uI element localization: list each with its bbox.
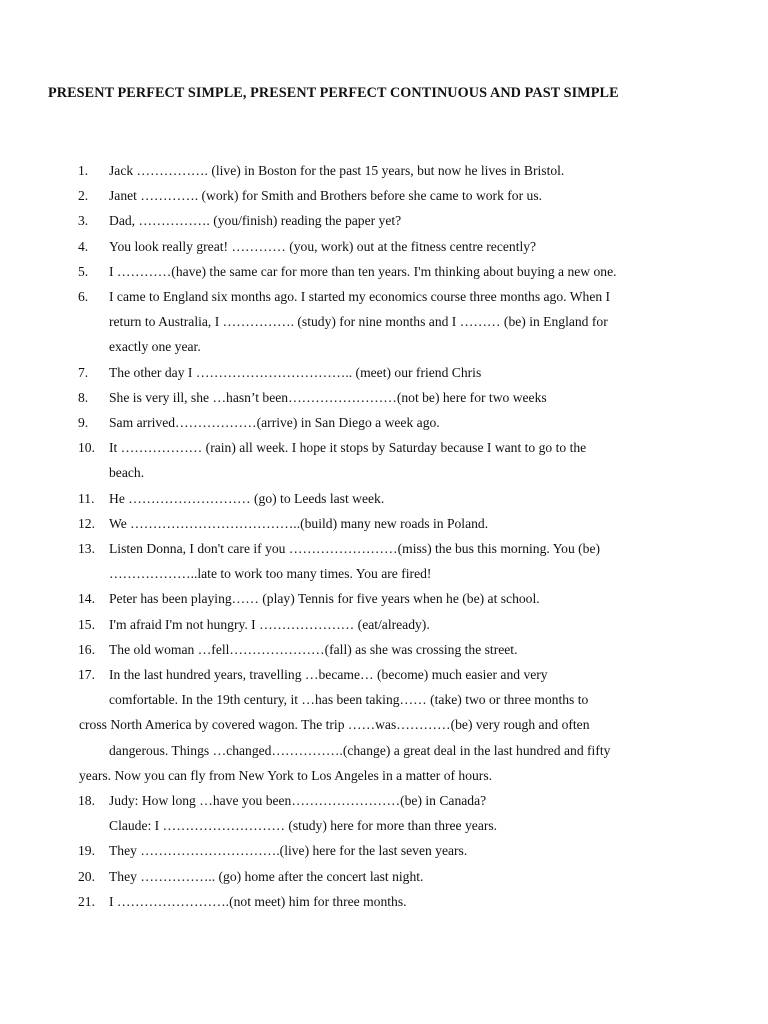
exercise-item xyxy=(0,435,768,485)
exercise-text-line: In the last hundred years, travelling …became… (become) much easier and very xyxy=(109,667,548,683)
exercise-number: 8. xyxy=(78,389,89,405)
exercise-text-line: He ……………………… (go) to Leeds last week. xyxy=(109,490,385,506)
exercise-number: 11. xyxy=(78,490,95,506)
exercise-number: 19. xyxy=(78,843,95,859)
exercise-text-line: ………………..late to work too many times. You are fired! xyxy=(109,566,432,582)
exercise-item xyxy=(0,612,768,637)
exercise-text-line: They ………………………….(live) here for the last seven years. xyxy=(109,843,468,859)
exercise-text-line: I'm afraid I'm not hungry. I ………………… (eat/already). xyxy=(109,616,430,632)
exercise-text-line: Peter has been playing…… (play) Tennis for five years when he (be) at school. xyxy=(109,591,540,607)
exercise-text-line: I …………(have) the same car for more than ten years. I'm thinking about buying a new one. xyxy=(109,263,617,279)
exercise-item xyxy=(0,889,768,914)
exercise-item xyxy=(0,838,768,863)
exercise-item xyxy=(0,586,768,611)
exercise-number: 5. xyxy=(78,263,89,279)
exercise-list xyxy=(0,158,768,914)
exercise-number: 1. xyxy=(78,163,89,178)
page-title: PRESENT PERFECT SIMPLE, PRESENT PERFECT CONTINUOUS AND PAST SIMPLE xyxy=(48,85,619,101)
exercise-item xyxy=(0,385,768,410)
exercise-number: 20. xyxy=(78,868,95,884)
exercise-text-line: cross North America by covered wagon. The trip ……was…………(be) very rough and often xyxy=(79,717,590,733)
exercise-item xyxy=(0,486,768,511)
exercise-number: 7. xyxy=(78,364,89,380)
exercise-text-line: exactly one year. xyxy=(109,339,201,355)
exercise-text-line: dangerous. Things …changed…………….(change) a great deal in the last hundred and fifty xyxy=(109,742,611,758)
exercise-item xyxy=(0,259,768,284)
exercise-text-line: They …………….. (go) home after the concert last night. xyxy=(109,868,424,884)
exercise-text-line: beach. xyxy=(109,465,145,481)
exercise-item xyxy=(0,360,768,385)
exercise-text-line: comfortable. In the 19th century, it …has been taking…… (take) two or three months to xyxy=(109,692,589,708)
exercise-number: 2. xyxy=(78,188,89,204)
exercise-text-line: I came to England six months ago. I started my economics course three months ago. When I xyxy=(109,289,611,305)
exercise-number: 16. xyxy=(78,641,95,657)
exercise-text-line: She is very ill, she …hasn’t been……………………(not be) here for two weeks xyxy=(109,389,547,405)
exercise-number: 12. xyxy=(78,515,95,531)
exercise-text-line: The old woman …fell…………………(fall) as she was crossing the street. xyxy=(109,641,518,657)
exercise-text-line: I …………………….(not meet) him for three months. xyxy=(109,893,407,909)
exercise-item xyxy=(0,284,768,360)
exercise-text-line: Claude: I ……………………… (study) here for more than three years. xyxy=(109,818,498,834)
exercise-text-line: years. Now you can fly from New York to Los Angeles in a matter of hours. xyxy=(79,767,493,783)
exercise-number: 9. xyxy=(78,415,89,431)
exercise-item xyxy=(0,536,768,586)
exercise-number: 13. xyxy=(78,541,95,557)
exercise-text-line: return to Australia, I ……………. (study) for nine months and I ……… (be) in England for xyxy=(109,314,608,330)
exercise-number: 21. xyxy=(78,893,95,909)
exercise-text-line: Janet …………. (work) for Smith and Brothers before she came to work for us. xyxy=(109,188,543,204)
exercise-item xyxy=(0,158,768,183)
exercise-item xyxy=(0,511,768,536)
exercise-item xyxy=(0,183,768,208)
exercise-text-line: Jack ……………. (live) in Boston for the past 15 years, but now he lives in Bristol. xyxy=(109,163,565,178)
exercise-item xyxy=(0,637,768,662)
exercise-number: 10. xyxy=(78,440,95,456)
exercise-item xyxy=(0,788,768,838)
exercise-item xyxy=(0,662,768,788)
exercise-item xyxy=(0,234,768,259)
exercise-item xyxy=(0,208,768,233)
exercise-text-line: The other day I …………………………….. (meet) our friend Chris xyxy=(109,364,482,380)
exercise-number: 6. xyxy=(78,289,89,305)
exercise-text-line: It ……………… (rain) all week. I hope it stops by Saturday because I want to go to the xyxy=(109,440,587,456)
exercise-text-line: You look really great! ………… (you, work) out at the fitness centre recently? xyxy=(109,238,537,254)
exercise-text-line: Judy: How long …have you been……………………(be) in Canada? xyxy=(109,793,487,809)
exercise-number: 17. xyxy=(78,667,95,683)
exercise-text-line: We ………………………………..(build) many new roads in Poland. xyxy=(109,515,489,531)
exercise-item xyxy=(0,410,768,435)
exercise-text-line: Sam arrived………………(arrive) in San Diego a week ago. xyxy=(109,415,440,431)
exercise-number: 4. xyxy=(78,238,89,254)
exercise-item xyxy=(0,864,768,889)
exercise-number: 14. xyxy=(78,591,95,607)
exercise-text-line: Dad, ……………. (you/finish) reading the paper yet? xyxy=(109,213,402,229)
exercise-number: 3. xyxy=(78,213,89,229)
exercise-text-line: Listen Donna, I don't care if you ……………………(miss) the bus this morning. You (be) xyxy=(109,541,601,557)
exercise-number: 15. xyxy=(78,616,95,632)
exercise-number: 18. xyxy=(78,793,95,809)
